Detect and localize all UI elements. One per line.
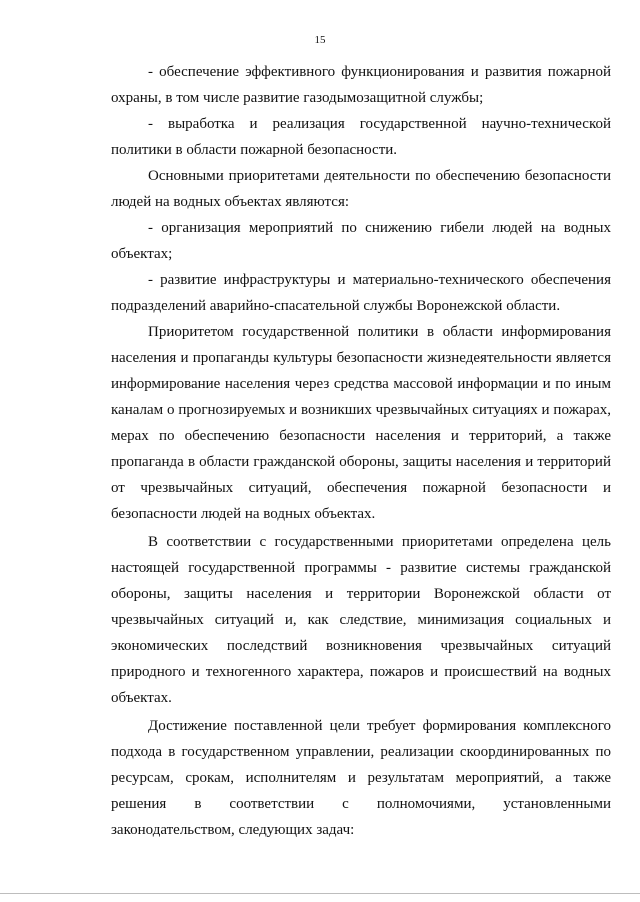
paragraph-public-information-priority: Приоритетом государственной политики в области информирования населения и пропаганды культуры безопасности жизнедеятельности является информирование населения через средства массовой информации и по иным каналам о прогнозируемых и возникших чрезвычайных ситуациях и пожарах, мерах по обеспечению безопасности населения и территорий, а также пропаганда в области гражданской обороны, защиты населения и территорий от чрезвычайных ситуаций, обеспечения пожарной безопасности и безопасности людей на водных объектах. [111,324,611,522]
page-bottom-edge [0,893,640,894]
document-body [111,59,611,843]
paragraph-program-goal: В соответствии с государственными приоритетами определена цель настоящей государственной программы - развитие системы гражданской обороны, защиты населения и территории Воронежской области от чрезвычайных ситуаций и, как следствие, минимизация социальных и экономических последствий возникновения чрезвычайных ситуаций природного и техногенного характера, пожаров и происшествий на водных объектах. [111,534,611,706]
paragraph-fire-protection-development: - обеспечение эффективного функционирования и развития пожарной охраны, в том числе развитие газодымозащитной службы; [111,64,611,106]
paragraph-goal-achievement: Достижение поставленной цели требует формирования комплексного подхода в государственном управлении, реализации скоординированных по ресурсам, срокам, исполнителям и результатам мероприятий, а также решения в соответствии с полномочиями, установленными законодательством, следующих задач: [111,718,611,838]
paragraph-rescue-service-infrastructure: - развитие инфраструктуры и материально-технического обеспечения подразделений аварийно-спасательной службы Воронежской области. [111,272,611,314]
paragraph-water-mortality-measures: - организация мероприятий по снижению гибели людей на водных объектах; [111,220,611,262]
paragraph-water-safety-priorities: Основными приоритетами деятельности по обеспечению безопасности людей на водных объектах являются: [111,168,611,210]
page-number: 15 [314,34,326,46]
paragraph-fire-safety-policy: - выработка и реализация государственной научно-технической политики в области пожарной безопасности. [111,116,611,158]
